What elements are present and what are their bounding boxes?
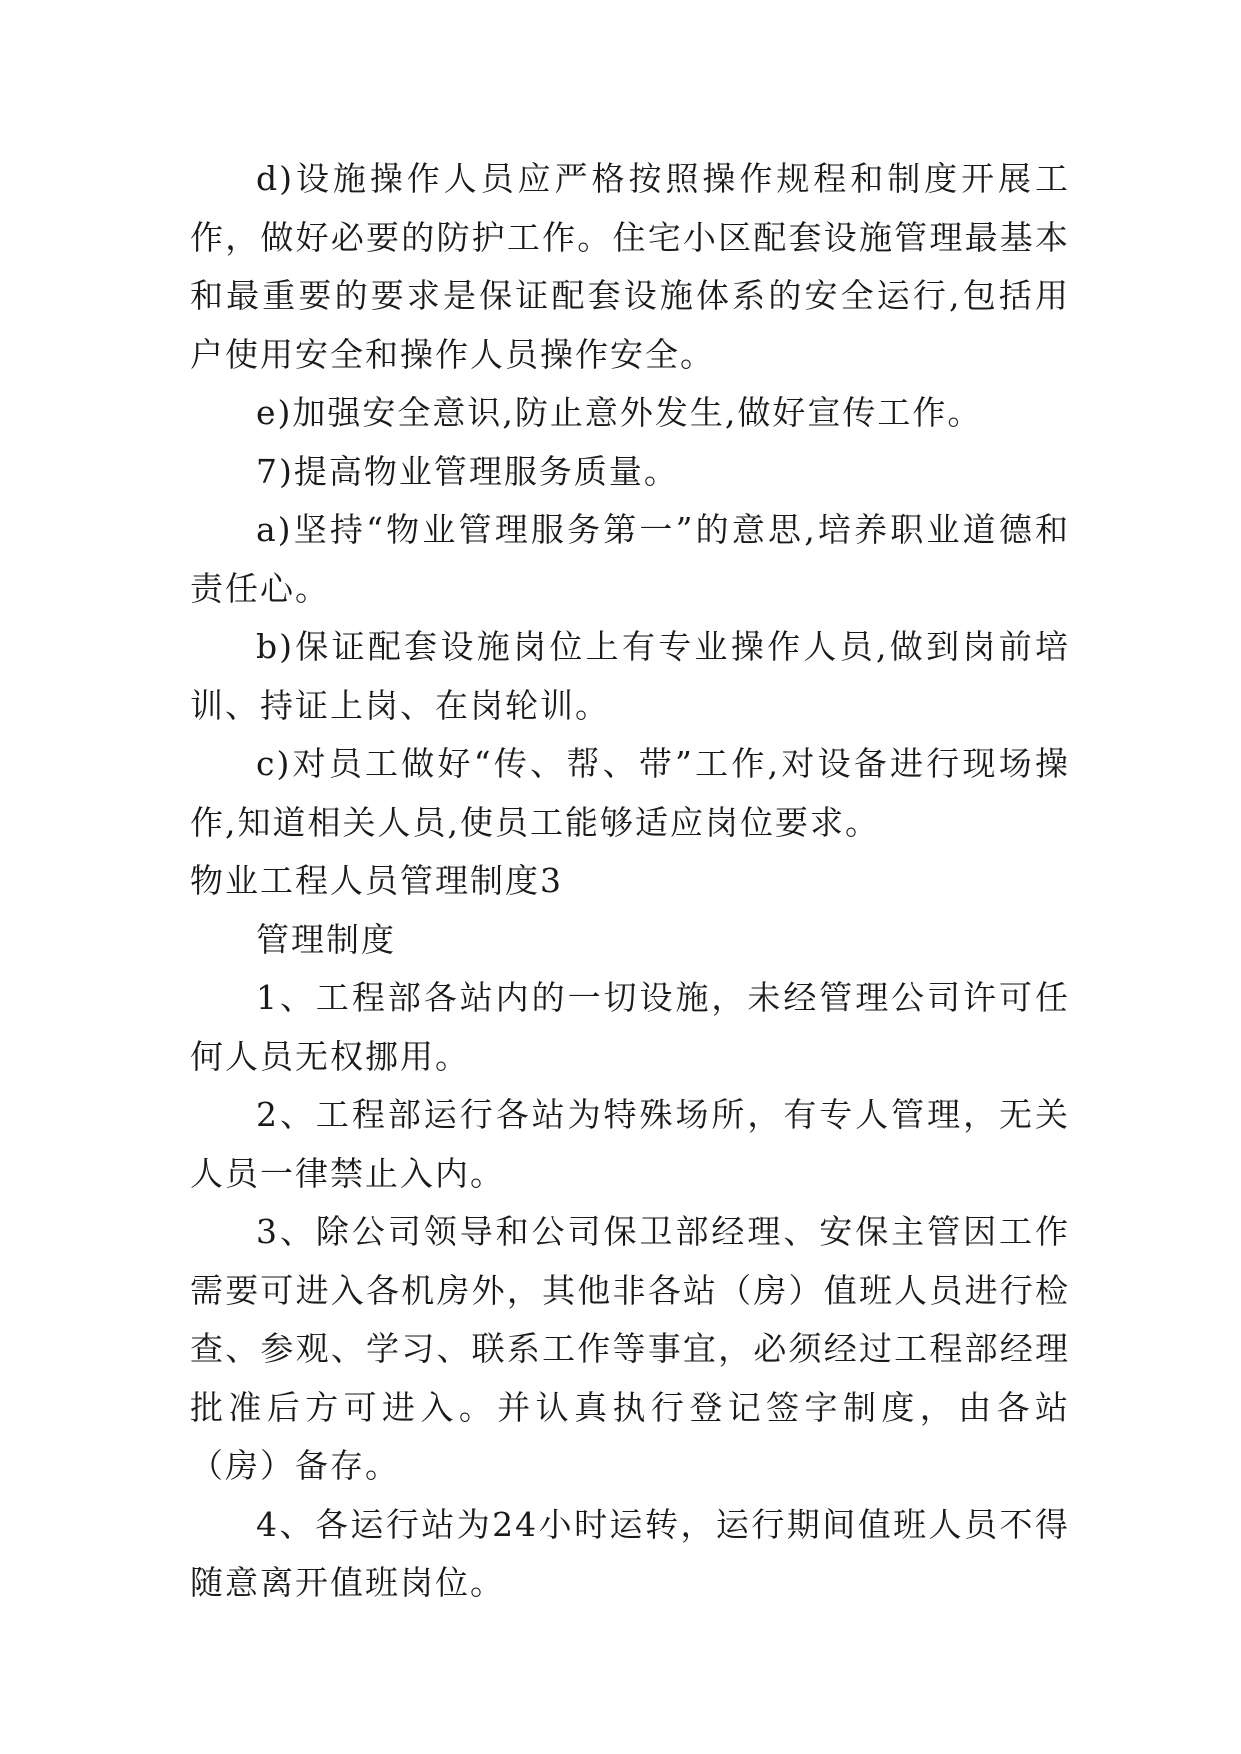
paragraph-item-a: a)坚持“物业管理服务第一”的意思,培养职业道德和责任心。 [190, 510, 1070, 608]
rule-item-4: 4、各运行站为24小时运转，运行期间值班人员不得随意离开值班岗位。 [190, 1504, 1070, 1602]
section-heading: 物业工程人员管理制度3 [190, 861, 563, 900]
rule-item-1: 1、工程部各站内的一切设施，未经管理公司许可任何人员无权挪用。 [190, 978, 1070, 1076]
rule-item-2: 2、工程部运行各站为特殊场所，有专人管理，无关人员一律禁止入内。 [190, 1095, 1070, 1193]
paragraph-item-b: b)保证配套设施岗位上有专业操作人员,做到岗前培训、持证上岗、在岗轮训。 [190, 627, 1070, 725]
subheading-management-rules: 管理制度 [256, 919, 396, 959]
paragraph-item-c: c)对员工做好“传、帮、带”工作,对设备进行现场操作,知道相关人员,使员工能够适应岗位要求。 [190, 744, 1070, 842]
paragraph-item-e: e)加强安全意识,防止意外发生,做好宣传工作。 [256, 393, 983, 432]
paragraph-item-d: d)设施操作人员应严格按照操作规程和制度开展工作，做好必要的防护工作。住宅小区配套设施管理最基本和最重要的要求是保证配套设施体系的安全运行,包括用户使用安全和操作人员操作安全。 [190, 159, 1070, 374]
rule-item-3: 3、除公司领导和公司保卫部经理、安保主管因工作需要可进入各机房外，其他非各站（房）值班人员进行检查、参观、学习、联系工作等事宜，必须经过工程部经理批准后方可进入。并认真执行登记签字制度，由各站（房）备存。 [190, 1212, 1070, 1485]
paragraph-section-7: 7)提高物业管理服务质量。 [256, 451, 679, 491]
document-body [190, 150, 1070, 1613]
